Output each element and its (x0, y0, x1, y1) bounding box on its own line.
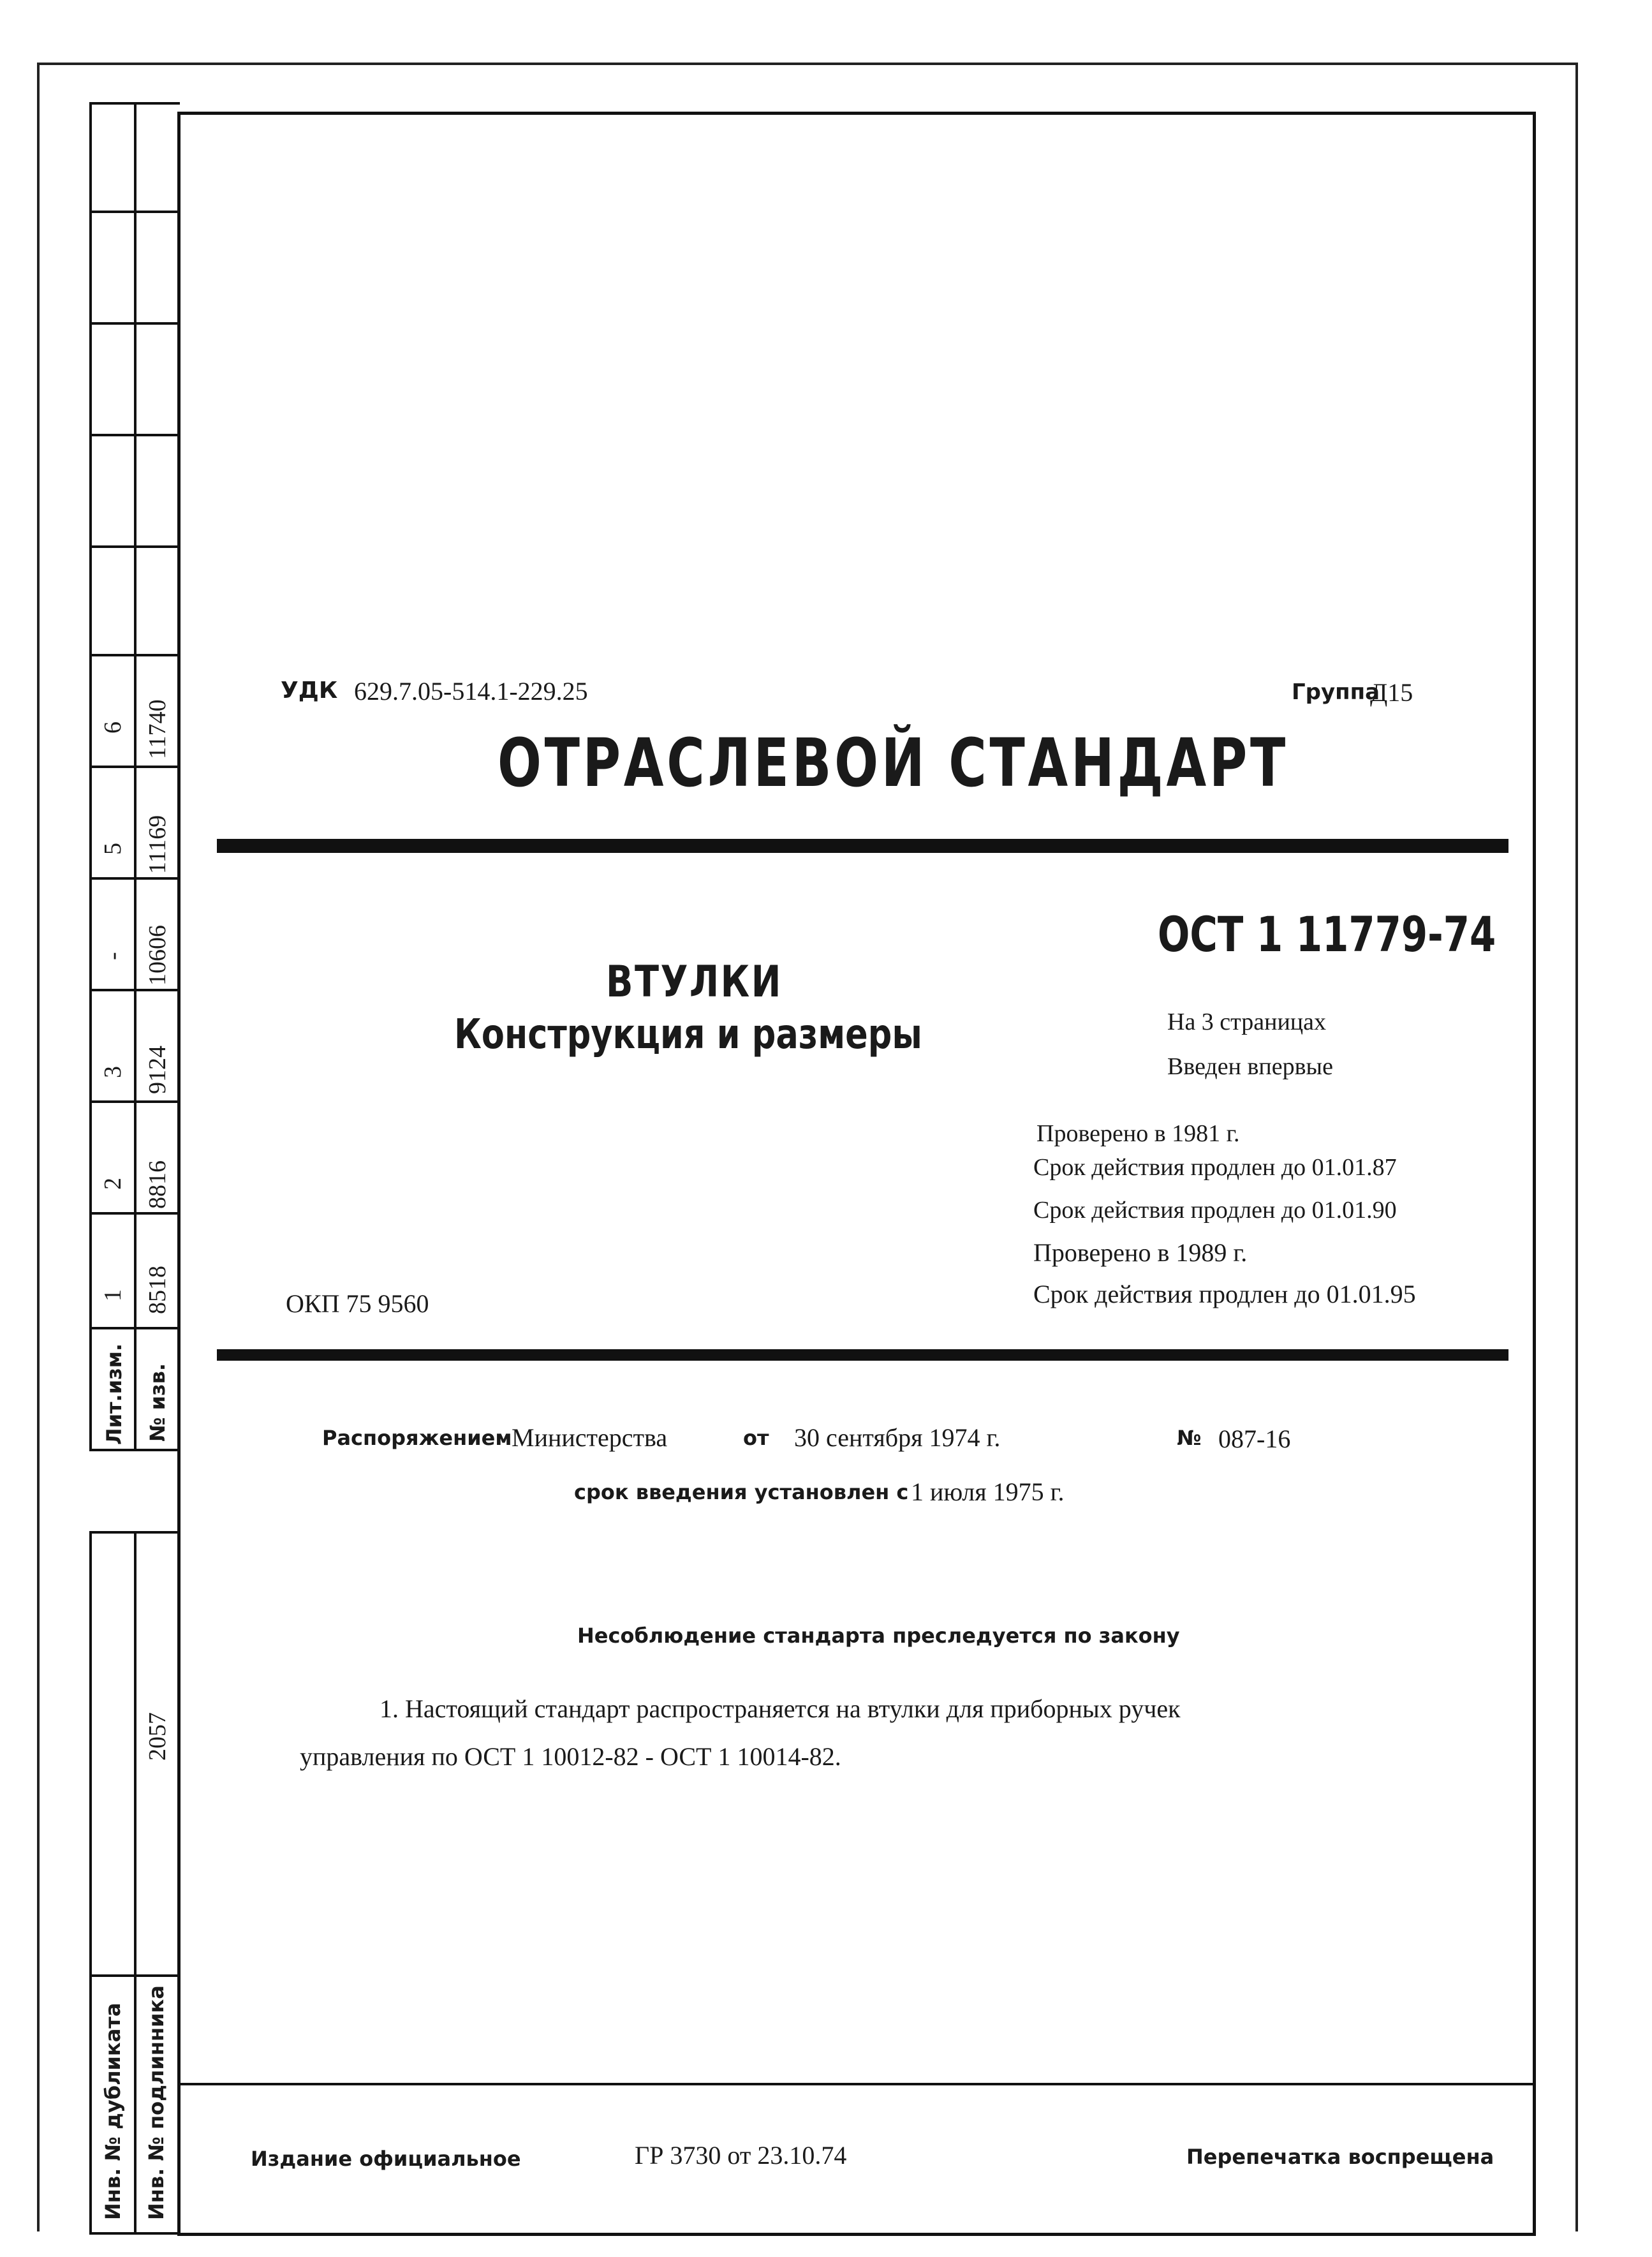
order-ministry: Министерства (512, 1423, 668, 1452)
introduced-note: Введен впервые (1167, 1053, 1333, 1080)
footer-edition: Издание официальное (251, 2147, 521, 2171)
revision-column-change (89, 102, 135, 1451)
udk-label: УДК (281, 677, 338, 704)
inventory-label-original: Инв. № подлинника (144, 1985, 168, 2220)
revision-change-3: 3 (100, 1066, 126, 1078)
order-label: Распоряжением (322, 1426, 512, 1450)
revision-change-1: 1 (100, 1289, 126, 1301)
revision-divider (89, 1100, 179, 1103)
law-warning: Несоблюдение стандарта преследуется по закону (577, 1624, 1180, 1648)
revision-label-change: Лит.изм. (102, 1343, 126, 1445)
revision-label-notice: № изв. (145, 1363, 170, 1442)
revision-divider (89, 211, 179, 213)
revision-change-5: 5 (100, 843, 126, 855)
inventory-label-duplicate: Инв. № дубликата (101, 2002, 125, 2220)
revision-change-4: - (100, 952, 126, 960)
outer-right-line (1575, 63, 1578, 2231)
revision-divider (89, 434, 179, 436)
group-value: Д15 (1370, 678, 1413, 707)
revision-notice-1: 8518 (144, 1266, 171, 1314)
paragraph-line-1: 1. Настоящий стандарт распространяется на втулки для приборных ручек (380, 1694, 1181, 1723)
block-thick-rule (217, 1349, 1508, 1361)
term-label: срок введения установлен с (574, 1480, 909, 1504)
revision-divider (89, 989, 179, 991)
revision-change-6: 6 (100, 722, 126, 734)
standard-subtitle: Конструкция и размеры (454, 1011, 922, 1058)
order-date: 30 сентября 1974 г. (794, 1423, 1001, 1452)
revision-column-notice (134, 102, 180, 1451)
revision-notice-5: 11169 (144, 815, 171, 874)
check-line-5: Срок действия продлен до 01.01.95 (1033, 1280, 1416, 1308)
revision-divider (89, 322, 179, 325)
okp-code: ОКП 75 9560 (286, 1289, 429, 1318)
udk-value: 629.7.05-514.1-229.25 (354, 677, 588, 706)
revision-divider (89, 1212, 179, 1215)
order-from-label: от (743, 1426, 769, 1450)
footer-rule (177, 2083, 1536, 2085)
revision-divider (89, 766, 179, 768)
check-line-4: Проверено в 1989 г. (1033, 1238, 1248, 1267)
revision-divider (89, 1327, 179, 1329)
order-number-label: № (1177, 1426, 1202, 1450)
footer-reprint-notice: Перепечатка воспрещена (1186, 2145, 1494, 2169)
revision-notice-2: 8816 (144, 1160, 171, 1209)
outer-left-line (37, 63, 40, 2231)
check-line-1: Проверено в 1981 г. (1036, 1120, 1240, 1147)
revision-divider (89, 545, 179, 548)
revision-notice-3: 9124 (144, 1046, 171, 1094)
standard-number: ОСТ 1 11779-74 (1158, 906, 1496, 963)
group-label: Группа (1292, 679, 1380, 705)
revision-divider (89, 654, 179, 656)
revision-notice-4: 10606 (144, 925, 171, 986)
pages-count: На 3 страницах (1167, 1009, 1326, 1035)
order-number: 087-16 (1218, 1425, 1291, 1453)
check-line-2: Срок действия продлен до 01.01.87 (1033, 1154, 1397, 1181)
term-date: 1 июля 1975 г. (911, 1477, 1065, 1506)
header-thick-rule (217, 839, 1508, 853)
revision-divider (89, 877, 179, 880)
paragraph-line-2: управления по ОСТ 1 10012-82 - ОСТ 1 10014-82. (300, 1742, 841, 1771)
inventory-divider (89, 1974, 180, 1977)
revision-change-2: 2 (100, 1178, 126, 1190)
standard-name: ВТУЛКИ (606, 957, 783, 1007)
inventory-original-value: 2057 (144, 1712, 171, 1761)
check-line-3: Срок действия продлен до 01.01.90 (1033, 1197, 1397, 1224)
outer-top-line (38, 63, 1575, 65)
page-title: ОТРАСЛЕВОЙ СТАНДАРТ (498, 724, 1289, 802)
footer-registration: ГР 3730 от 23.10.74 (635, 2141, 847, 2170)
revision-notice-6: 11740 (144, 699, 171, 759)
